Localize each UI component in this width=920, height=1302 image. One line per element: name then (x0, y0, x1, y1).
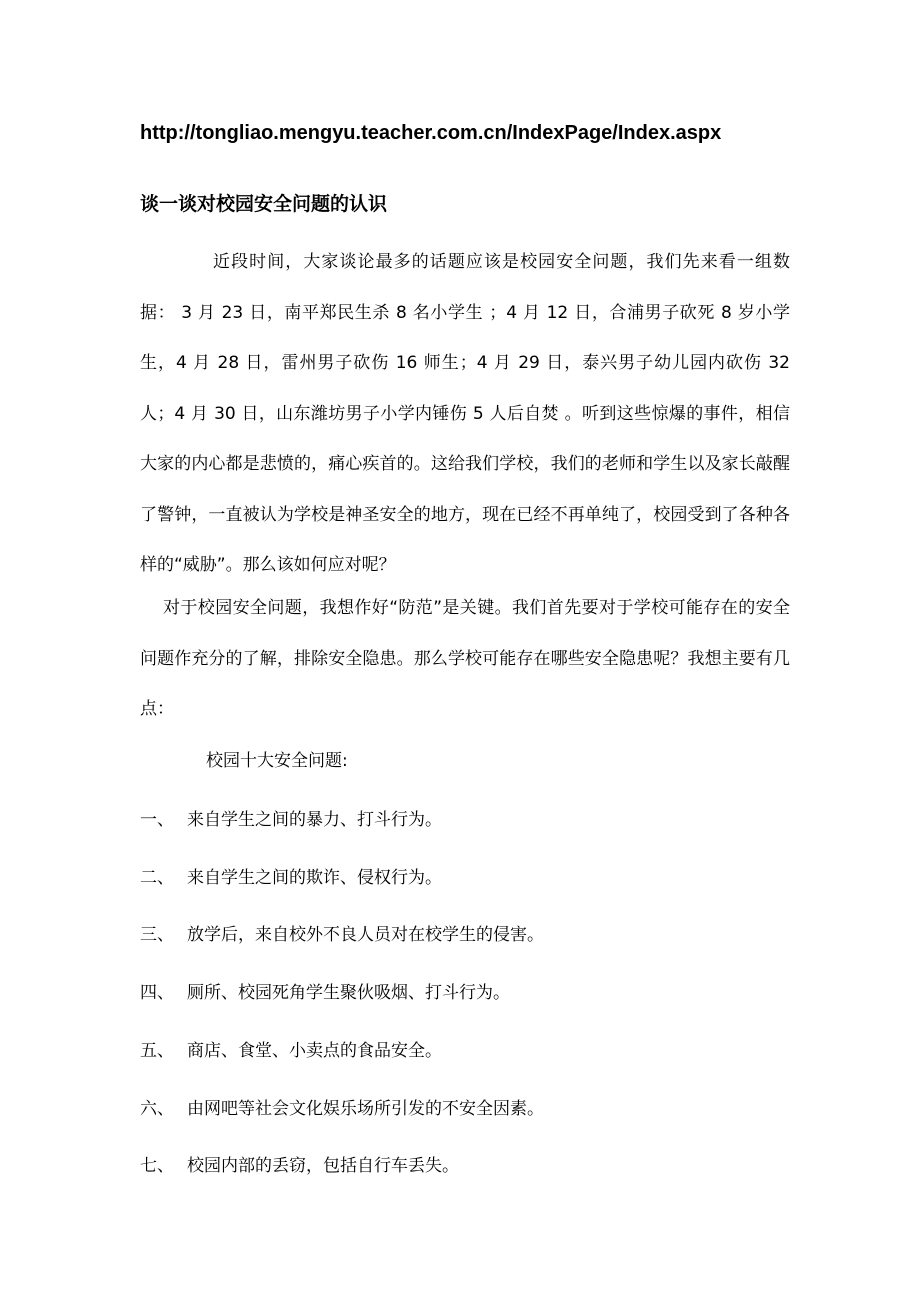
list-item-number: 七、 (140, 1156, 174, 1176)
list-heading: 校园十大安全问题: (206, 751, 348, 771)
list-item (140, 865, 442, 891)
list-item-text: 来自学生之间的暴力、打斗行为。 (187, 810, 442, 830)
list-item-text: 来自学生之间的欺诈、侵权行为。 (187, 868, 442, 888)
intro-paragraph: 近段时间，大家谈论最多的话题应该是校园安全问题，我们先来看一组数据： 3 月 23 日，南平郑民生杀 8 名小学生 ；4 月 12 日，合浦男子砍死 8 岁小学生，4 月 28 日，雷州男子砍伤 16 师生；4 月 29 日，泰兴男子幼儿园内砍伤 32 人；4 月 30 日，山东潍坊男子小学内锤伤 5 人后自焚 。听到这些惊爆的事件，相信大家的内心都是悲愤的，痛心疾首的。这给我们学校，我们的老师和学生以及家长敲醒了警钟，一直被认为学校是神圣安全的地方，现在已经不再单纯了，校园受到了各种各样的“威胁”。那么该如何应对呢？ (140, 252, 790, 575)
list-item-text: 校园内部的丢窃，包括自行车丢失。 (187, 1156, 459, 1176)
list-item-text: 厕所、校园死角学生聚伙吸烟、打斗行为。 (187, 983, 510, 1003)
document-title: 谈一谈对校园安全问题的认识 (140, 193, 388, 215)
list-item-number: 二、 (140, 868, 174, 888)
list-item-text: 放学后，来自校外不良人员对在校学生的侵害。 (187, 925, 544, 945)
list-item (140, 980, 510, 1006)
list-item (140, 1153, 459, 1179)
list-item (140, 1038, 442, 1064)
list-item (140, 1096, 544, 1122)
list-item-number: 四、 (140, 983, 174, 1003)
source-url: http://tongliao.mengyu.teacher.com.cn/IndexPage/Index.aspx (140, 122, 722, 144)
list-item-text: 由网吧等社会文化娱乐场所引发的不安全因素。 (187, 1099, 544, 1119)
list-item-number: 三、 (140, 925, 174, 945)
list-item-number: 六、 (140, 1099, 174, 1119)
list-item-text: 商店、食堂、小卖点的食品安全。 (187, 1041, 442, 1061)
list-item (140, 922, 544, 948)
prevention-paragraph: 对于校园安全问题，我想作好“防范”是关键。我们首先要对于学校可能存在的安全问题作充分的了解，排除安全隐患。那么学校可能存在哪些安全隐患呢？我想主要有几点： (140, 598, 790, 719)
list-item (140, 807, 442, 833)
list-item-number: 一、 (140, 810, 174, 830)
list-item-number: 五、 (140, 1041, 174, 1061)
